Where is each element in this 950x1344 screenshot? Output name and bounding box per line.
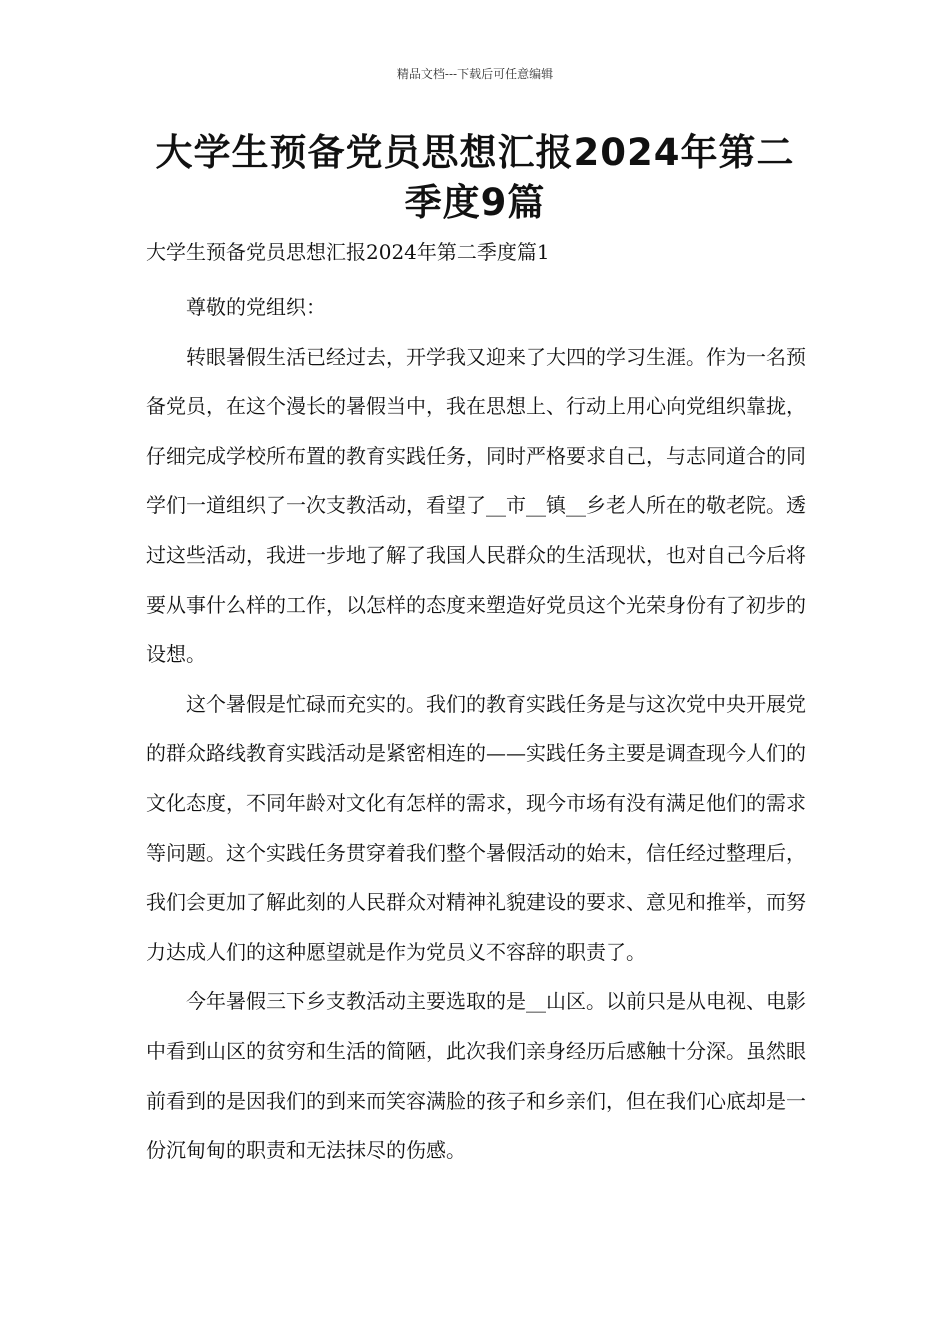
document-body <box>146 283 806 1176</box>
section-heading: 大学生预备党员思想汇报2024年第二季度篇1 <box>146 240 550 264</box>
paragraph: 今年暑假三下乡支教活动主要选取的是__山区。以前只是从电视、电影中看到山区的贫穷和生活的简陋，此次我们亲身经历后感触十分深。虽然眼前看到的是因我们的到来而笑容满脸的孩子和乡亲们，但在我们心底却是一份沉甸甸的职责和无法抹尽的伤感。 <box>146 989 806 1163</box>
paragraph: 转眼暑假生活已经过去，开学我又迎来了大四的学习生涯。作为一名预备党员，在这个漫长的暑假当中，我在思想上、行动上用心向党组织靠拢，仔细完成学校所布置的教育实践任务，同时严格要求自己，与志同道合的同学们一道组织了一次支教活动，看望了__市__镇__乡老人所在的敬老院。透过这些活动，我进一步地了解了我国人民群众的生活现状，也对自己今后将要从事什么样的工作，以怎样的态度来塑造好党员这个光荣身份有了初步的设想。 <box>146 344 806 667</box>
document-title: 大学生预备党员思想汇报2024年第二季度9篇 <box>155 131 795 224</box>
salutation: 尊敬的党组织： <box>186 295 326 319</box>
page-header: 精品文档---下载后可任意编辑 <box>396 67 554 81</box>
paragraph: 这个暑假是忙碌而充实的。我们的教育实践任务是与这次党中央开展党的群众路线教育实践活动是紧密相连的——实践任务主要是调查现今人们的文化态度，不同年龄对文化有怎样的需求，现今市场有没有满足他们的需求等问题。这个实践任务贯穿着我们整个暑假活动的始末，信任经过整理后，我们会更加了解此刻的人民群众对精神礼貌建设的要求、意见和推举，而努力达成人们的这种愿望就是作为党员义不容辞的职责了。 <box>146 691 806 964</box>
